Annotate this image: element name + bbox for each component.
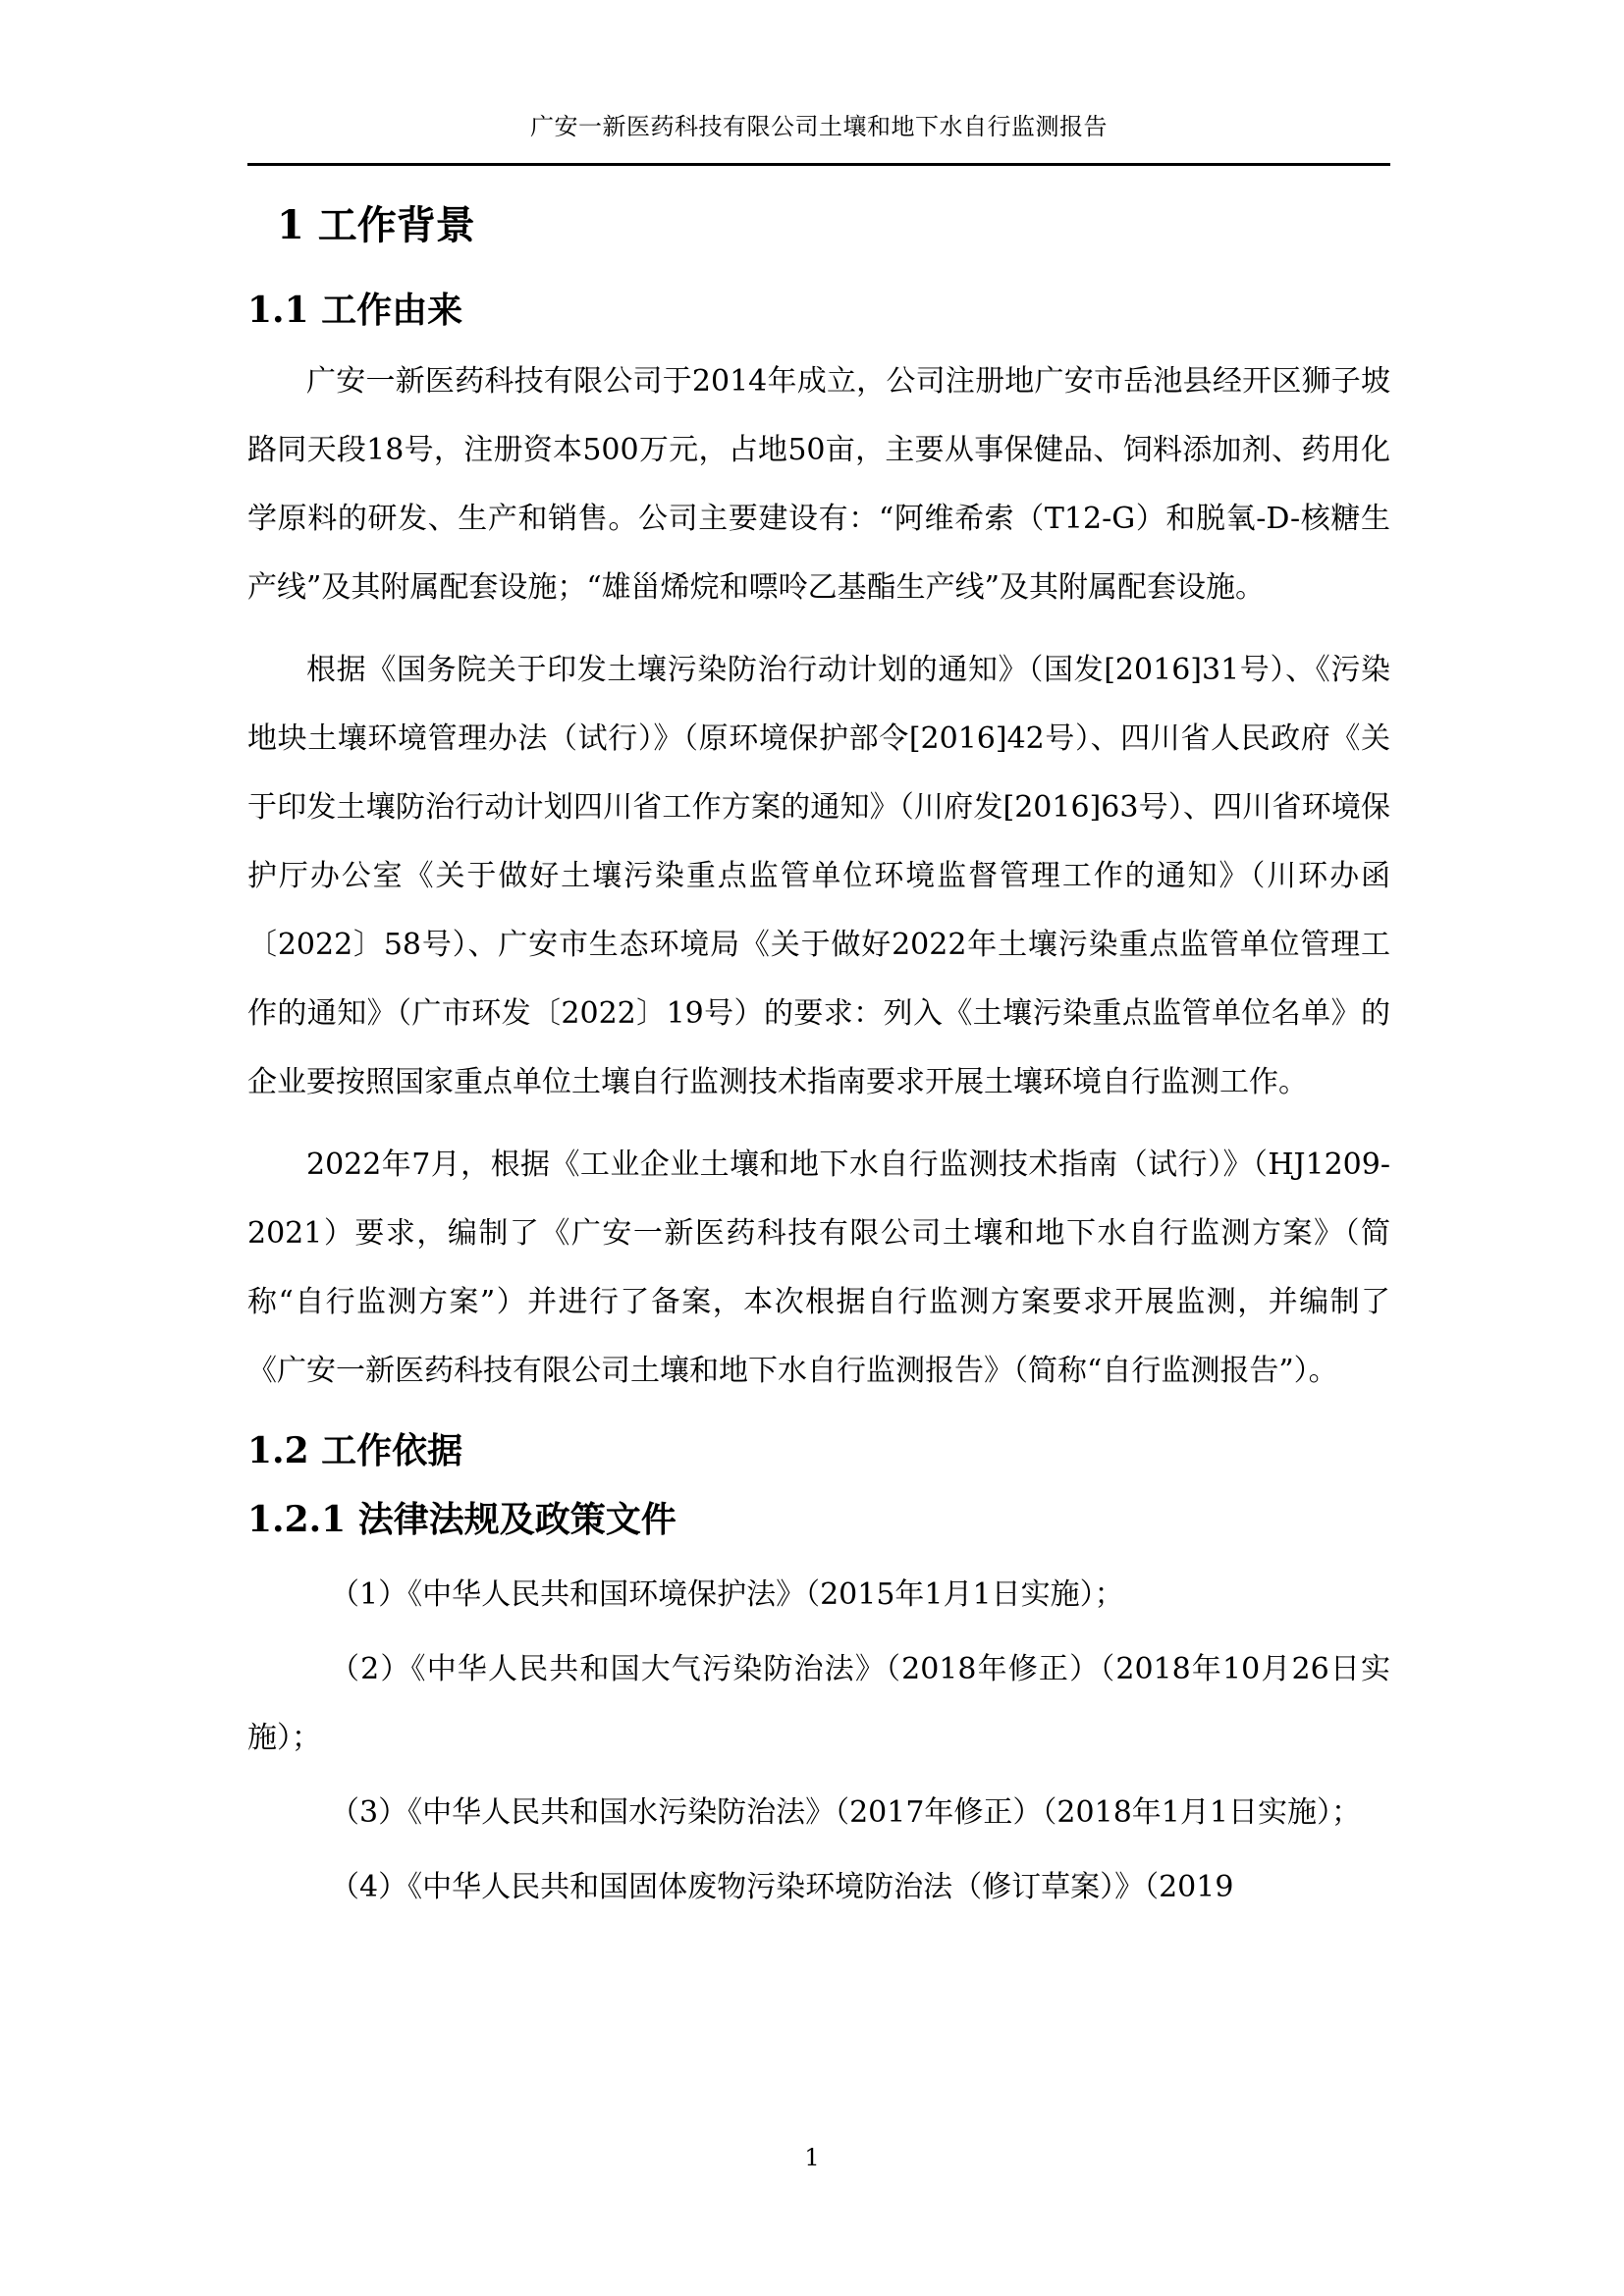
chapter-title: 1 工作背景 — [277, 202, 475, 248]
paragraph-regulatory-basis: 根据《国务院关于印发土壤污染防治行动计划的通知》（国发[2016]31号）、《污染地块土壤环境管理办法（试行）》（原环境保护部令[2016]42号）、四川省人民政府《关于印发土壤防治行动计划四川省工作方案的通知》（川府发[2016]63号）、四川省环境保护厅办公室《关于做好土壤污染重点监管单位环境监督管理工作的通知》（川环办函〔2022〕58号）、广安市生态环境局《关于做好2022年土壤污染重点监管单位管理工作的通知》（广市环发〔2022〕19号）的要求：列入《土壤污染重点监管单位名单》的企业要按照国家重点单位土壤自行监测技术指南要求开展土壤环境自行监测工作。 — [247, 653, 1390, 1099]
running-header: 广安一新医药科技有限公司土壤和地下水自行监测报告 — [530, 113, 1108, 140]
page-number: 1 — [804, 2144, 820, 2171]
section-title-1-2: 1.2 工作依据 — [247, 1430, 463, 1471]
reference-item: （2）《中华人民共和国大气污染防治法》（2018年修正）（2018年10月26日实施）； — [247, 1652, 1390, 1755]
paragraph-company-intro: 广安一新医药科技有限公司于2014年成立，公司注册地广安市岳池县经开区狮子坡路同天段18号，注册资本500万元，占地50亩，主要从事保健品、饲料添加剂、药用化学原料的研发、生产和销售。公司主要建设有：“阿维希索（T12-G）和脱氧-D-核糖生产线”及其附属配套设施；“雄甾烯烷和嘌呤乙基酯生产线”及其附属配套设施。 — [247, 364, 1390, 605]
header-rule — [247, 163, 1390, 166]
paragraph-monitoring-plan: 2022年7月，根据《工业企业土壤和地下水自行监测技术指南（试行）》（HJ1209-2021）要求，编制了《广安一新医药科技有限公司土壤和地下水自行监测方案》（简称“自行监测方案”）并进行了备案，本次根据自行监测方案要求开展监测，并编制了《广安一新医药科技有限公司土壤和地下水自行监测报告》（简称“自行监测报告”）。 — [247, 1148, 1390, 1388]
section-title-1-1: 1.1 工作由来 — [247, 290, 463, 331]
reference-item: （3）《中华人民共和国水污染防治法》（2017年修正）（2018年1月1日实施）； — [330, 1795, 1361, 1830]
page-content — [247, 192, 1390, 1928]
subsection-title-1-2-1: 1.2.1 法律法规及政策文件 — [247, 1499, 677, 1540]
reference-item: （4）《中华人民共和国固体废物污染环境防治法（修订草案）》（2019 — [330, 1870, 1234, 1904]
reference-item: （1）《中华人民共和国环境保护法》（2015年1月1日实施）； — [330, 1577, 1124, 1612]
